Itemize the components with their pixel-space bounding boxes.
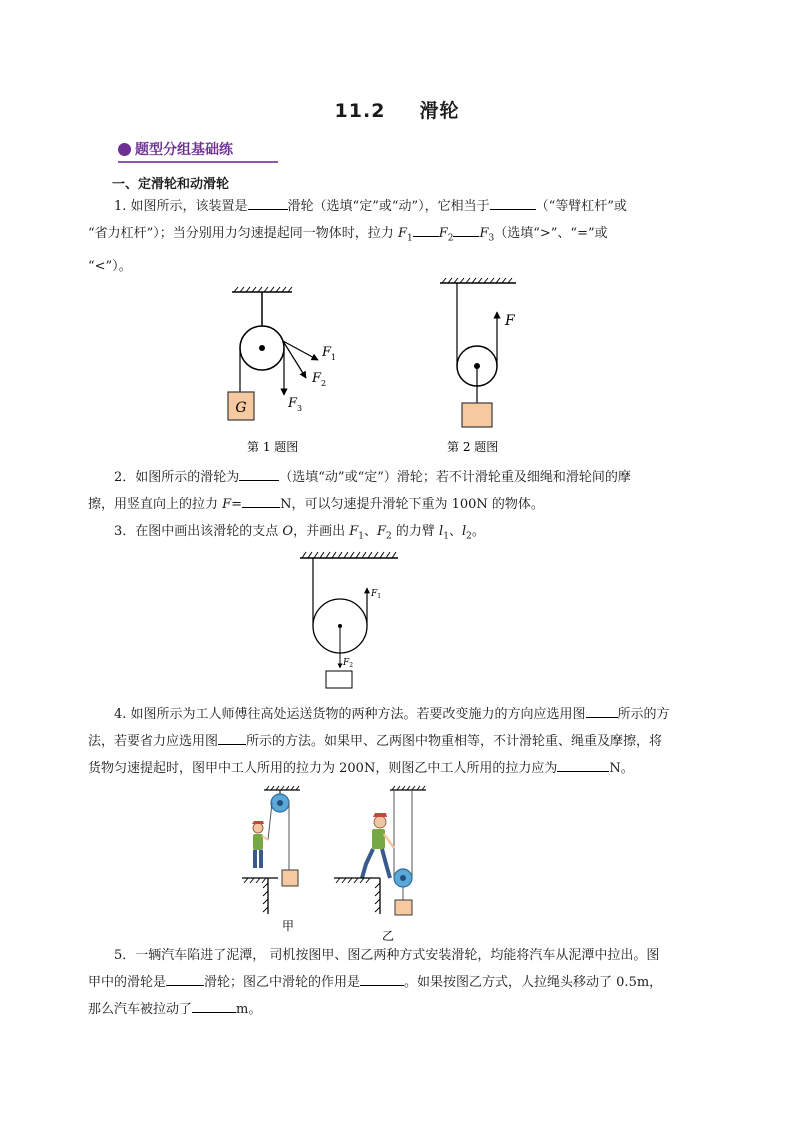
fig4-jia-rope-hand	[268, 803, 272, 840]
bullet-dot-icon	[118, 143, 131, 156]
q3-text-4: 。	[471, 524, 485, 539]
q1-blank-3[interactable]	[413, 222, 439, 237]
q3-f1-sub: 1	[358, 531, 364, 542]
q2-text-1: 2．如图所示的滑轮为	[114, 470, 240, 485]
q3-f2: F	[377, 524, 387, 539]
q1-f1: F	[397, 226, 407, 241]
q2-text-4: F=	[222, 497, 243, 512]
fig1-label-f3: $F_3$	[288, 396, 303, 413]
q3-sep2: 、	[448, 524, 462, 539]
q1-blank-2[interactable]	[490, 195, 536, 210]
q1-text-5: （选填“>”、“=”或	[494, 226, 608, 241]
q5-blank-3[interactable]	[192, 998, 236, 1013]
q1-text-1: 1. 如图所示，该装置是	[114, 199, 248, 214]
q4-blank-1[interactable]	[586, 703, 618, 718]
fig2-ceiling	[440, 278, 516, 283]
q3-l2: l	[461, 524, 467, 539]
fig2-weight-box	[462, 403, 492, 427]
fig1-ceiling	[232, 287, 292, 292]
fig3-weight-box	[326, 671, 352, 688]
q1-blank-1[interactable]	[248, 195, 288, 210]
fig4-jia-ceiling	[230, 782, 450, 790]
question-1	[88, 193, 720, 280]
q2-text-2: （选填“动”或“定”）滑轮；若不计滑轮重及细绳和滑轮间的摩	[279, 470, 631, 485]
q1-text-3: （“等臂杠杆”或	[535, 199, 627, 214]
fig1-caption: 第 1 题图	[247, 440, 299, 454]
section-badge	[118, 139, 278, 163]
figure-3	[280, 544, 420, 694]
q1-blank-4[interactable]	[453, 222, 479, 237]
q5-text-4: 。如果按图乙方式，人拉绳头移动了 0.5m，	[404, 975, 663, 990]
q4-blank-3[interactable]	[557, 757, 609, 772]
q3-f1: F	[349, 524, 359, 539]
fig3-label-f2: $F_2$	[343, 658, 354, 669]
q5-text-2: 甲中的滑轮是	[88, 975, 167, 990]
page-title	[0, 96, 794, 123]
q4-text-3: 法，若要省力应选用图	[88, 734, 219, 749]
title-number: 11.2	[334, 100, 386, 122]
fig4-jia-axle	[277, 800, 283, 806]
fig4-yi-ceiling	[390, 786, 426, 790]
q1-text-2: 滑轮（选填“定”或“动”），它相当于	[287, 199, 490, 214]
fig2-caption: 第 2 题图	[447, 440, 499, 454]
q5-blank-2[interactable]	[360, 971, 404, 986]
q1-f2-sub: 2	[447, 233, 454, 244]
figure-4	[230, 782, 450, 942]
figure-1-2	[0, 270, 794, 460]
question-4	[88, 701, 720, 782]
q1-text-4: “省力杠杆”）；当分别用力匀速提起同一物体时，拉力	[88, 226, 398, 241]
q5-text-3: 滑轮；图乙中滑轮的作用是	[204, 975, 361, 990]
fig4-jia-ground	[242, 878, 278, 914]
q2-text-5: N，可以匀速提升滑轮下重为 100N 的物体。	[280, 497, 544, 512]
q1-text-6: “<”）。	[88, 258, 132, 274]
q4-text-4: 所示的方法。如果甲、乙两图中物重相等，不计滑轮重、绳重及摩擦，将	[246, 734, 663, 749]
q1-f2: F	[438, 226, 448, 241]
q2-blank-2[interactable]	[242, 493, 280, 508]
q5-blank-1[interactable]	[166, 971, 204, 986]
question-2	[88, 464, 720, 518]
title-text: 滑轮	[419, 100, 460, 122]
q4-blank-2[interactable]	[218, 730, 246, 745]
q4-text-2: 所示的方	[617, 707, 670, 722]
fig1-label-f1: $F_1$	[322, 345, 337, 362]
q4-text-6: N。	[609, 761, 634, 776]
section-heading: 一、定滑轮和动滑轮	[112, 177, 230, 192]
fig4-yi-ground	[334, 878, 380, 914]
badge-label: 题型分组基础练	[135, 142, 233, 158]
q3-l1-sub: 1	[443, 531, 449, 542]
q5-text-1: 5．一辆汽车陷进了泥潭， 司机按图甲、图乙两种方式安装滑轮，均能将汽车从泥潭中拉出。图	[114, 948, 660, 963]
fig1-axle	[259, 345, 265, 351]
fig4-yi-box	[395, 900, 412, 915]
q4-text-1: 4. 如图所示为工人师傅往高处运送货物的两种方法。若要改变施力的方向应选用图	[114, 707, 586, 722]
q3-l2-sub: 2	[466, 531, 472, 542]
fig4-caption-jia: 甲	[282, 919, 295, 933]
q3-text-2: ，并画出	[293, 524, 350, 539]
fig4-jia-worker	[252, 821, 268, 868]
q4-text-5: 货物匀速提起时，图甲中工人所用的拉力为 200N，则图乙中工人所用的拉力应为	[88, 761, 558, 776]
fig1-arrow-f2	[283, 341, 306, 378]
fig4-jia-box	[282, 870, 298, 886]
q3-sep: 、	[363, 524, 377, 539]
fig4-yi-axle	[400, 875, 406, 881]
q1-f1-sub: 1	[406, 233, 413, 244]
question-5	[88, 942, 720, 1023]
q5-text-5: 那么汽车被拉动了	[88, 1002, 193, 1017]
q5-text-6: m。	[236, 1002, 262, 1017]
fig4-yi-worker	[362, 813, 394, 878]
fig1-label-f2: $F_2$	[312, 371, 327, 388]
q3-text-1: 3．在图中画出该滑轮的支点	[114, 524, 283, 539]
q3-o: O	[282, 524, 294, 539]
q1-f3: F	[479, 226, 489, 241]
q1-f3-sub: 3	[488, 233, 495, 244]
q2-blank-1[interactable]	[239, 466, 279, 481]
q2-text-3: 擦，用竖直向上的拉力	[88, 497, 223, 512]
fig2-label-f: F	[505, 313, 515, 329]
fig3-ceiling	[300, 552, 398, 558]
q3-f2-sub: 2	[386, 531, 392, 542]
fig4-caption-yi: 乙	[382, 929, 395, 942]
q3-text-3: 的力臂	[391, 524, 440, 539]
q3-l1: l	[439, 524, 444, 539]
fig3-label-f1: $F_1$	[371, 589, 382, 600]
fig1-weight-label: G	[235, 400, 247, 416]
